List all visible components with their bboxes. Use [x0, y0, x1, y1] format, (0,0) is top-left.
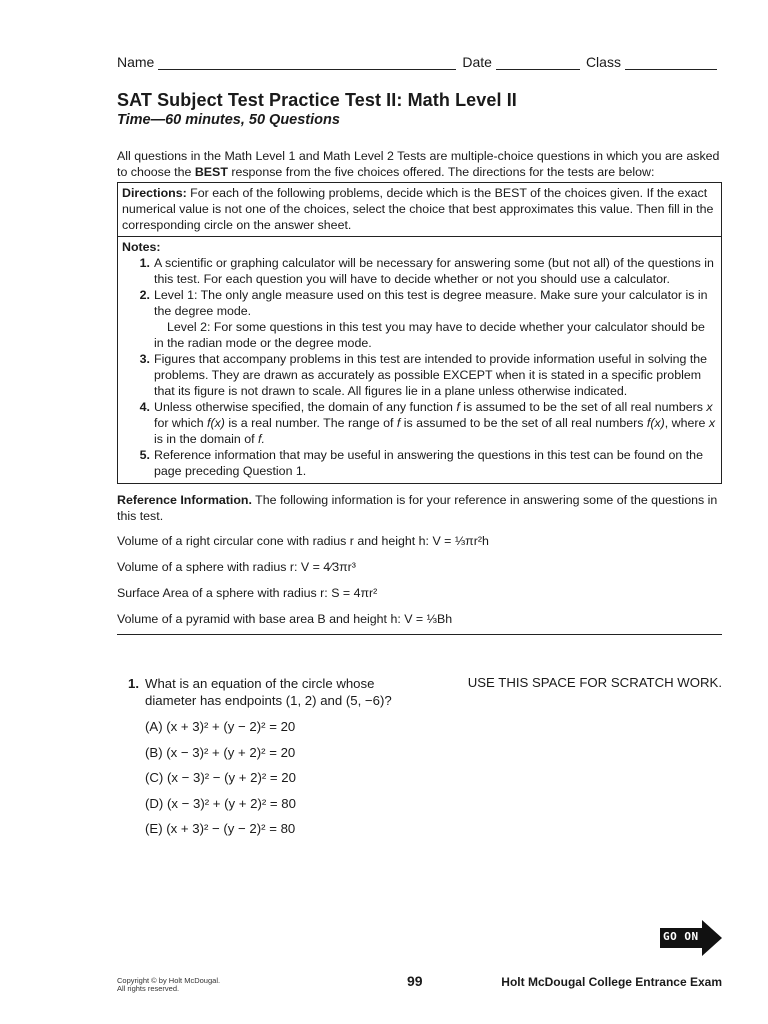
- note-item: [122, 255, 717, 287]
- answer-choice-e: (E) (x + 3)² − (y − 2)² = 80: [145, 821, 296, 836]
- note-text: Reference information that may be useful in answering the questions in this test can be found on the page preceding Question 1.: [154, 448, 703, 478]
- directions-section: [118, 183, 721, 237]
- section-divider: [117, 634, 722, 635]
- question-text: What is an equation of the circle whose diameter has endpoints (1, 2) and (5, −6)?: [145, 676, 392, 708]
- page-number: 99: [407, 973, 423, 989]
- class-label: Class: [585, 54, 621, 70]
- directions-box: [117, 182, 722, 484]
- notes-label: Notes:: [122, 240, 161, 254]
- note-number: 5.: [139, 448, 150, 462]
- reference-info: [117, 492, 722, 524]
- notes-section: [118, 237, 721, 483]
- note-number: 3.: [139, 352, 150, 366]
- formula-sphere-volume: Volume of a sphere with radius r: V = 4⁄3πr³: [117, 560, 356, 574]
- formula-pyramid: Volume of a pyramid with base area B and height h: V = ⅓Bh: [117, 612, 453, 626]
- note-text: Level 1: The only angle measure used on this test is degree measure. Make sure your calculator is in the degree mode.: [154, 288, 708, 318]
- intro-bold: BEST: [194, 165, 228, 179]
- reference-label: Reference Information.: [117, 493, 252, 507]
- note-text: Unless otherwise specified, the domain of any function f is assumed to be the set of all real numbers x for which f(x) is a real number. The range of f is assumed to be the set of all real numbers f(x), where x is in the domain of f.: [154, 400, 716, 446]
- note-number: 1.: [139, 256, 150, 270]
- note-text: Figures that accompany problems in this test are intended to provide information useful in solving the problems. They are drawn as accurately as possible EXCEPT when it is stated in a specific problem that its figure is not drawn to scale. All figures lie in a plane unless otherwise indicated.: [154, 352, 708, 398]
- answer-choice-b: (B) (x − 3)² + (y + 2)² = 20: [145, 744, 296, 760]
- header-fields: [117, 50, 722, 70]
- question-1: [117, 675, 722, 838]
- page-title: SAT Subject Test Practice Test II: Math Level II: [117, 90, 517, 110]
- publisher-name: Holt McDougal College Entrance Exam: [501, 975, 722, 989]
- reference-text: The following information is for your reference in answering some of the questions in this test.: [117, 493, 718, 523]
- page-subtitle: Time—60 minutes, 50 Questions: [117, 112, 340, 128]
- scratch-work-label: USE THIS SPACE FOR SCRATCH WORK.: [467, 675, 722, 690]
- note-item: [122, 351, 717, 399]
- copyright-line-1: Copyright © by Holt McDougal.: [117, 976, 221, 985]
- date-label: Date: [462, 54, 492, 70]
- note-item: [122, 287, 717, 319]
- note-number: 4.: [139, 400, 150, 414]
- note-number: 2.: [139, 288, 150, 302]
- copyright-line-2: All rights reserved.: [117, 984, 180, 993]
- note-item-continuation: [122, 319, 717, 351]
- intro-text-2: response from the five choices offered. The directions for the tests are below:: [227, 165, 655, 179]
- go-on-label: GO ON: [663, 930, 699, 943]
- copyright-notice: [117, 977, 220, 993]
- answer-choice-c: (C) (x − 3)² − (y + 2)² = 20: [145, 770, 296, 785]
- note-text: Level 2: For some questions in this test you may have to decide whether your calculator should be in the radian mode or the degree mode.: [154, 320, 705, 350]
- answer-choice-a: (A) (x + 3)² + (y − 2)² = 20: [145, 719, 296, 734]
- question-number: 1.: [128, 676, 139, 691]
- name-label: Name: [117, 54, 155, 70]
- name-line: [158, 55, 456, 70]
- formula-cone: Volume of a right circular cone with radius r and height h: V = ⅓πr²h: [117, 534, 489, 548]
- class-line: [625, 55, 717, 70]
- go-on-arrow-icon: [660, 920, 724, 956]
- answer-choice-d: (D) (x − 3)² + (y + 2)² = 80: [145, 795, 296, 811]
- intro-paragraph: [117, 148, 722, 180]
- note-item: [122, 447, 717, 479]
- note-text: A scientific or graphing calculator will be necessary for answering some (but not all) of the questions in this test. For each question you will have to decide whether or not you should use a calculator.: [154, 256, 714, 286]
- formula-sphere-area: Surface Area of a sphere with radius r: S = 4πr²: [117, 586, 378, 600]
- intro-text-1: All questions in the Math Level 1 and Math Level 2 Tests are multiple-choice questions in which you are asked to choose the: [117, 149, 720, 179]
- worksheet-page: [117, 50, 722, 838]
- date-line: [496, 55, 580, 70]
- note-item: [122, 399, 717, 447]
- directions-label: Directions:: [122, 186, 187, 200]
- directions-text: For each of the following problems, decide which is the BEST of the choices given. If the exact numerical value is not one of the choices, select the choice that best approximates this value. Then fill in the corresponding circle on the answer sheet.: [122, 186, 714, 232]
